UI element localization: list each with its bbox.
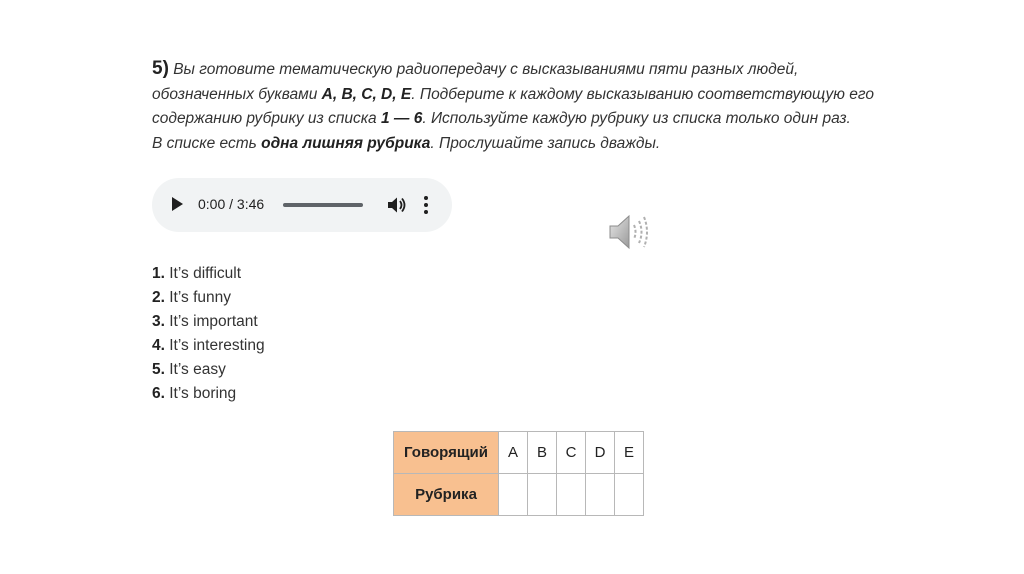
rubric-item (152, 262, 265, 286)
rubric-list (152, 262, 265, 406)
task-number: 5) (152, 58, 169, 79)
rubric-text: It’s funny (164, 289, 231, 306)
answer-cell-d[interactable] (586, 474, 615, 516)
rubric-item (152, 358, 265, 382)
speaker-letter-a: A (499, 432, 528, 474)
rubric-text: It’s boring (164, 385, 237, 402)
answer-cell-e[interactable] (615, 474, 644, 516)
time-display: 0:00 / 3:46 (198, 196, 265, 212)
speaker-letter-c: C (557, 432, 586, 474)
task-range: 1 — 6 (380, 110, 423, 127)
rubric-text: It’s important (164, 313, 258, 330)
rubric-header: Рубрика (394, 474, 499, 516)
audio-player (152, 178, 452, 232)
rubric-number: 6. (152, 385, 165, 402)
task-line-3b: . Используйте каждую рубрику из списка только один раз. (422, 110, 851, 127)
rubric-text: It’s easy (164, 361, 226, 378)
play-icon[interactable] (172, 197, 183, 211)
volume-icon[interactable] (387, 196, 407, 214)
task-line-3a: содержанию рубрику из списка (152, 110, 381, 127)
progress-bar[interactable] (283, 203, 363, 207)
rubric-item (152, 334, 265, 358)
more-vert-icon[interactable] (422, 194, 430, 216)
answer-cell-c[interactable] (557, 474, 586, 516)
answer-cell-a[interactable] (499, 474, 528, 516)
task-line-2b: . Подберите к каждому высказыванию соответствующую его (411, 85, 874, 103)
task-letters: A, B, C, D, E (321, 85, 412, 103)
rubric-item (152, 310, 265, 334)
speaker-header: Говорящий (394, 432, 499, 474)
table-row-rubrics (394, 474, 644, 516)
task-text (152, 57, 912, 156)
task-line-1: Вы готовите тематическую радиопередачу с высказываниями пяти разных людей, (168, 61, 799, 78)
task-line-2a: обозначенных буквами (152, 85, 322, 103)
task-extra: одна лишняя рубрика (261, 134, 431, 152)
rubric-item (152, 382, 265, 406)
task-line-4a: В списке есть (152, 134, 262, 152)
task-line-4b: . Прослушайте запись дважды. (430, 134, 661, 152)
rubric-number: 4. (152, 337, 165, 354)
rubric-text: It’s difficult (164, 265, 242, 282)
speaker-letter-b: B (528, 432, 557, 474)
answer-table (393, 431, 644, 516)
answer-cell-b[interactable] (528, 474, 557, 516)
rubric-number: 2. (152, 289, 165, 306)
rubric-item (152, 286, 265, 310)
rubric-text: It’s interesting (164, 337, 265, 354)
speaker-letter-e: E (615, 432, 644, 474)
table-row-speakers (394, 432, 644, 474)
speaker-icon[interactable] (607, 212, 651, 252)
rubric-number: 5. (152, 361, 165, 378)
speaker-letter-d: D (586, 432, 615, 474)
rubric-number: 1. (152, 265, 165, 282)
rubric-number: 3. (152, 313, 165, 330)
